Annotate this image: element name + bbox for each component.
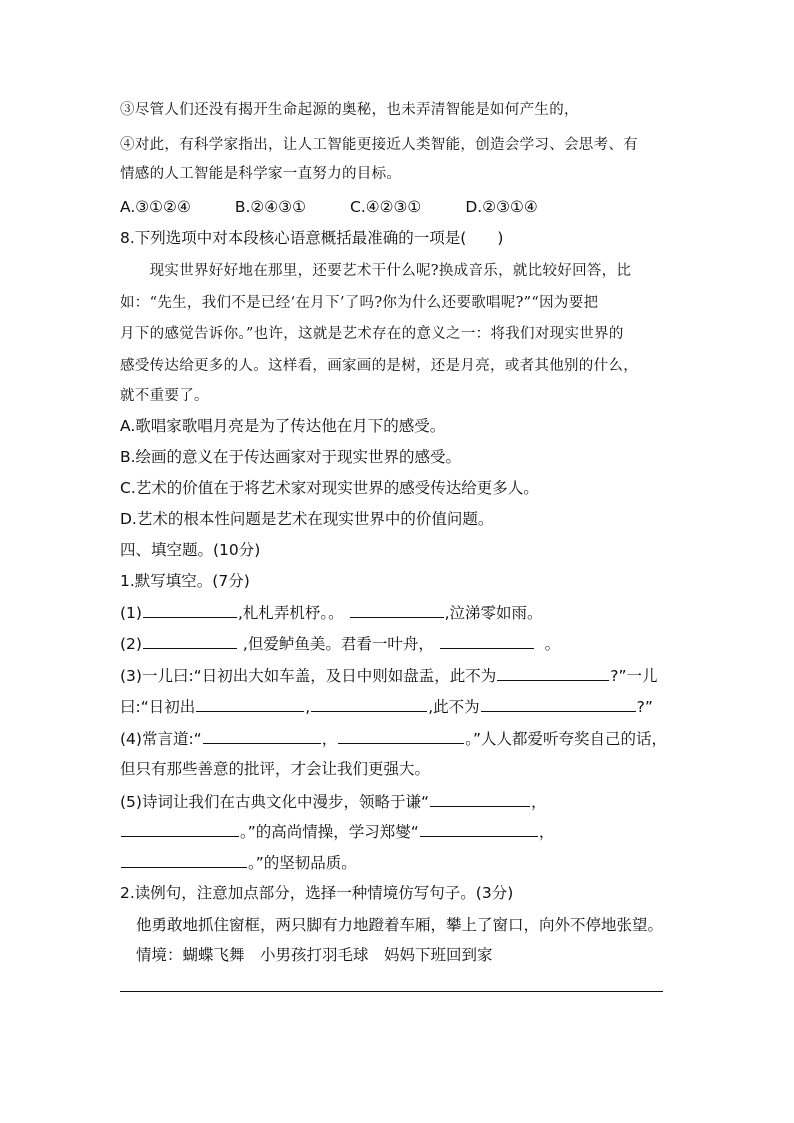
answer-blank[interactable]: [311, 695, 427, 712]
answer-blank[interactable]: [121, 820, 239, 837]
q7-sentence-4b: 情感的人工智能是科学家一直努力的目标。: [120, 166, 402, 182]
q7-sentence-4a: ④对此，有科学家指出，让人工智能更接近人类智能，创造会学习、会思考、有: [120, 137, 638, 153]
q7-options: [120, 196, 582, 218]
fill-item-4: (4)常言道:“ ， 。”人人都爱听夸奖自己的话，: [120, 727, 667, 750]
fill-question-1-title: 1.默写填空。(7分): [120, 572, 250, 590]
q8-stem: 8.下列选项中对本段核心语意概括最准确的一项是( ): [120, 229, 504, 247]
fill-item-4-cont: 但只有那些善意的批评，才会让我们更强大。: [120, 760, 431, 778]
q7-sentence-3: ③尽管人们还没有揭开生命起源的奥秘，也未弄清智能是如何产生的，: [120, 102, 579, 118]
q7-option-a: A.③①②④: [120, 198, 191, 216]
scenario-list: 情境：蝴蝶飞舞 小男孩打羽毛球 妈妈下班回到家: [136, 946, 493, 964]
q8-option-a: A.歌唱家歌唱月亮是为了传达他在月下的感受。: [120, 417, 446, 435]
answer-blank[interactable]: [350, 601, 444, 618]
answer-blank[interactable]: [196, 695, 304, 712]
q8-passage-line: 就不重要了。: [120, 388, 209, 404]
fill-item-5-end: 。”的坚韧品质。: [120, 851, 357, 874]
q8-option-b: B.绘画的意义在于传达画家对于现实世界的感受。: [120, 448, 462, 466]
answer-blank[interactable]: [143, 601, 237, 618]
answer-blank[interactable]: [430, 790, 530, 807]
answer-blank[interactable]: [497, 664, 609, 681]
fill-item-1: (1) ,札札弄机杼。。 ,泣涕零如雨。: [120, 601, 543, 624]
answer-blank[interactable]: [203, 727, 321, 744]
section-4-title: 四、填空题。(10分): [120, 541, 261, 559]
answer-blank[interactable]: [481, 695, 636, 712]
fill-item-3: (3)一儿曰:“日初出大如车盖，及日中则如盘盂，此不为 ?”一儿: [120, 664, 657, 687]
q8-passage-line: 现实世界好好地在那里，还要艺术干什么呢?换成音乐，就比较好回答，比: [120, 263, 632, 279]
q8-passage-line: 月下的感觉告诉你。”也许，这就是艺术存在的意义之一：将我们对现实世界的: [120, 326, 624, 342]
fill-item-5: (5)诗词让我们在古典文化中漫步，领略于谦“ ，: [120, 790, 547, 813]
q7-option-d: D.②③①④: [465, 198, 538, 216]
q8-option-c: C.艺术的价值在于将艺术家对现实世界的感受传达给更多人。: [120, 479, 539, 497]
example-sentence: 他勇敢地抓住窗框，两只脚有力地蹬着车厢，攀上了窗口，向外不停地张望。: [136, 916, 664, 934]
q8-option-d: D.艺术的根本性问题是艺术在现实世界中的价值问题。: [120, 510, 494, 528]
answer-blank[interactable]: [420, 820, 538, 837]
fill-question-2-title: 2.读例句，注意加点部分，选择一种情境仿写句子。(3分): [120, 884, 514, 902]
fill-item-3-cont: 曰:“日初出 , ,此不为 ?”: [120, 695, 653, 718]
fill-item-2: (2) ,但爱鲈鱼美。君看一叶舟， 。: [120, 632, 560, 655]
q7-option-b: B.②④③①: [234, 198, 306, 216]
answer-blank[interactable]: [440, 632, 534, 649]
q8-passage-line: 如：“先生，我们不是已经‘在月下’了吗?你为什么还要歌唱呢?”“因为要把: [120, 295, 599, 311]
q7-option-c: C.④②③①: [350, 198, 422, 216]
answer-line[interactable]: [120, 991, 663, 992]
answer-blank[interactable]: [143, 632, 237, 649]
q8-passage-line: 感受传达给更多的人。这样看，画家画的是树，还是月亮，或者其他别的什么，: [120, 358, 638, 374]
fill-item-5-cont: 。”的高尚情操，学习郑燮“ ，: [120, 820, 554, 843]
answer-blank[interactable]: [121, 851, 247, 868]
answer-blank[interactable]: [338, 727, 464, 744]
